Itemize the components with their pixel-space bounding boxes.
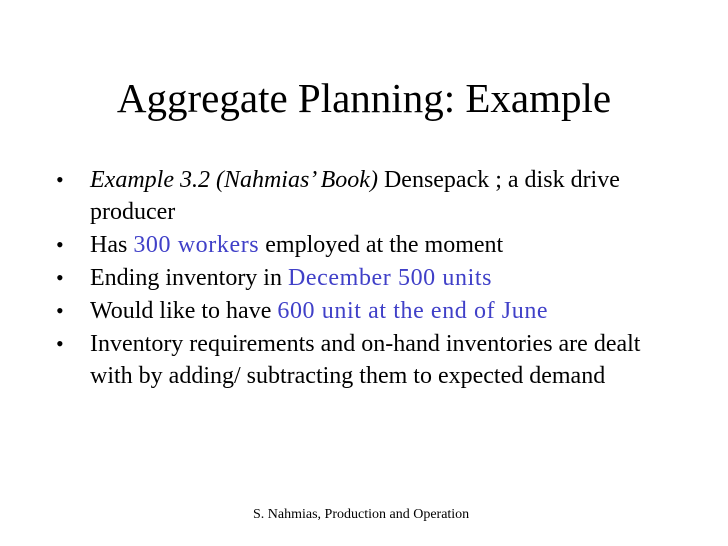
bullet-item xyxy=(56,164,676,228)
bullet-dot-icon: • xyxy=(56,331,64,356)
bullet-item xyxy=(56,262,676,294)
bullet-list xyxy=(56,164,676,393)
bullet-text: Inventory requirements and on-hand inventories are dealt with by adding/ subtracting them to expected demand xyxy=(90,331,641,389)
bullet-item xyxy=(56,229,676,261)
bullet-dot-icon: • xyxy=(56,298,64,323)
bullet-dot-icon: • xyxy=(56,232,64,257)
bullet-highlight: 600 unit at the end of June xyxy=(277,298,549,324)
bullet-text: Densepack ; a disk drive producer xyxy=(90,167,620,225)
bullet-text: Has xyxy=(90,232,134,258)
slide-footer: S. Nahmias, Production and Operation xyxy=(253,507,470,522)
bullet-dot-icon: • xyxy=(56,265,64,290)
bullet-highlight: 300 workers xyxy=(133,232,260,258)
bullet-dot-icon: • xyxy=(56,167,64,192)
slide-title: Aggregate Planning: Example xyxy=(116,75,612,121)
bullet-text-italic: Example 3.2 (Nahmias’ Book) xyxy=(90,167,378,193)
bullet-item xyxy=(56,295,676,327)
bullet-text: employed at the moment xyxy=(259,232,504,258)
bullet-text: Would like to have xyxy=(90,298,278,324)
bullet-text: Ending inventory in xyxy=(90,265,288,291)
bullet-item xyxy=(56,328,676,392)
bullet-highlight: December 500 units xyxy=(287,265,493,291)
